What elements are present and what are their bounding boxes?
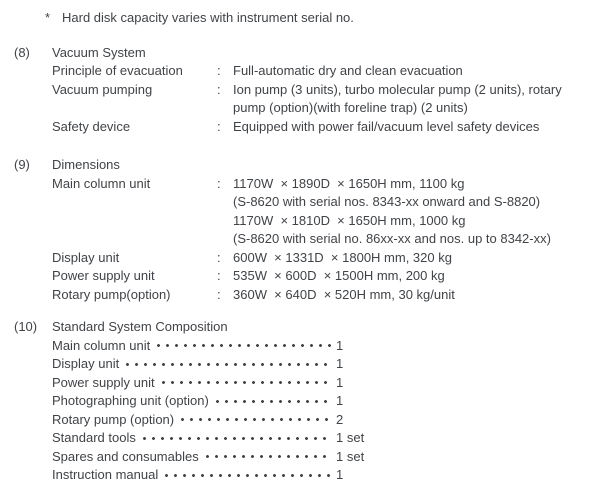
dot-leader — [162, 466, 332, 485]
spec-value-line: 360W × 640D × 520H mm, 30 kg/unit — [233, 286, 455, 302]
composition-item — [52, 374, 613, 393]
spec-separator: : — [217, 118, 221, 134]
spec-value-line: Equipped with power fail/vacuum level safety devices — [233, 118, 540, 134]
item-label: Photographing unit (option) — [52, 393, 209, 408]
spec-separator: : — [217, 63, 221, 78]
spec-document-page — [0, 9, 613, 498]
footnote — [45, 9, 613, 28]
item-label: Instruction manual — [52, 467, 159, 482]
composition-item — [52, 411, 613, 430]
spec-value — [233, 249, 613, 268]
composition-item-main — [52, 337, 334, 356]
spec-label: Safety device — [52, 118, 131, 134]
dot-leader — [213, 392, 332, 411]
composition-item-main — [52, 392, 334, 411]
item-label: Standard tools — [52, 430, 136, 445]
spec-row — [52, 267, 613, 286]
spec-label: Principle of evacuation — [52, 63, 183, 78]
spec-separator: : — [217, 268, 221, 283]
item-label: Rotary pump (option) — [52, 411, 175, 427]
spec-value-line: 535W × 600D × 1500H mm, 200 kg — [233, 268, 445, 283]
spec-value — [233, 118, 613, 137]
spec-value — [233, 62, 613, 81]
spec-label: Power supply unit — [52, 268, 155, 283]
item-quantity: 1 — [336, 393, 344, 408]
item-quantity: 1 — [336, 337, 344, 353]
dot-leader — [203, 448, 332, 467]
section-title: Standard System Composition — [52, 319, 228, 334]
dot-leader — [154, 337, 332, 356]
spec-value-line: Ion pump (3 units), turbo molecular pump (2 units), rotary — [233, 81, 562, 97]
item-label: Power supply unit — [52, 374, 155, 390]
spec-label: Vacuum pumping — [52, 81, 153, 97]
composition-item — [52, 466, 613, 485]
item-label: Display unit — [52, 356, 120, 371]
spec-value-line: 600W × 1331D × 1800H mm, 320 kg — [233, 249, 452, 265]
item-quantity: 1 set — [336, 448, 365, 464]
spec-value-line: pump (option)(with foreline trap) (2 units) — [233, 100, 468, 115]
spec-separator: : — [217, 81, 221, 97]
spec-value-line: (S-8620 with serial nos. 8343-xx onward and S-8820) — [233, 194, 541, 209]
composition-item — [52, 392, 613, 411]
spec-row — [52, 175, 613, 249]
section-title: Dimensions — [52, 157, 120, 172]
item-quantity: 1 — [336, 356, 344, 371]
item-quantity: 2 — [336, 411, 344, 427]
composition-item-main — [52, 411, 334, 430]
composition-item-main — [52, 429, 334, 448]
spec-separator: : — [217, 249, 221, 265]
composition-item-main — [52, 448, 334, 467]
composition-item-main — [52, 466, 334, 485]
section-vacuum-system — [0, 44, 613, 137]
composition-item-main — [52, 374, 334, 393]
item-quantity: 1 set — [336, 430, 365, 445]
dot-leader — [178, 411, 332, 430]
item-label: Main column unit — [52, 337, 151, 353]
section-standard-system-composition — [0, 318, 613, 485]
dot-leader — [140, 429, 332, 448]
spec-separator: : — [217, 175, 221, 191]
spec-value — [233, 286, 613, 305]
spec-value — [233, 267, 613, 286]
item-quantity: 1 — [336, 467, 344, 482]
section-heading — [14, 44, 613, 63]
section-number: (8) — [14, 44, 30, 60]
dot-leader — [159, 374, 332, 393]
section-heading — [14, 318, 613, 337]
item-quantity: 1 — [336, 374, 344, 390]
spec-label: Display unit — [52, 249, 120, 265]
spec-value-line: 1170W × 1810D × 1650H mm, 1000 kg — [233, 212, 466, 228]
section-number: (9) — [14, 157, 30, 172]
spec-value-line: (S-8620 with serial no. 86xx-xx and nos. up to 8342-xx) — [233, 231, 551, 246]
composition-item — [52, 429, 613, 448]
composition-item-main — [52, 355, 334, 374]
spec-separator: : — [217, 286, 221, 302]
composition-item — [52, 448, 613, 467]
dot-leader — [123, 355, 332, 374]
spec-value-line: 1170W × 1890D × 1650H mm, 1100 kg — [233, 175, 465, 191]
spec-row — [52, 81, 613, 118]
item-label: Spares and consumables — [52, 448, 199, 464]
spec-row — [52, 62, 613, 81]
section-dimensions — [0, 156, 613, 304]
spec-label: Rotary pump(option) — [52, 286, 171, 302]
footnote-asterisk: * — [45, 10, 51, 25]
composition-item — [52, 337, 613, 356]
composition-item — [52, 355, 613, 374]
footnote-text: Hard disk capacity varies with instrument serial no. — [62, 10, 354, 25]
spec-row — [52, 249, 613, 268]
spec-label: Main column unit — [52, 175, 151, 191]
section-number: (10) — [14, 319, 38, 334]
spec-value-line: Full-automatic dry and clean evacuation — [233, 63, 463, 78]
section-title: Vacuum System — [52, 44, 146, 60]
section-heading — [14, 156, 613, 175]
spec-value — [233, 81, 613, 118]
spec-value — [233, 175, 613, 249]
spec-row — [52, 118, 613, 137]
spec-row — [52, 286, 613, 305]
